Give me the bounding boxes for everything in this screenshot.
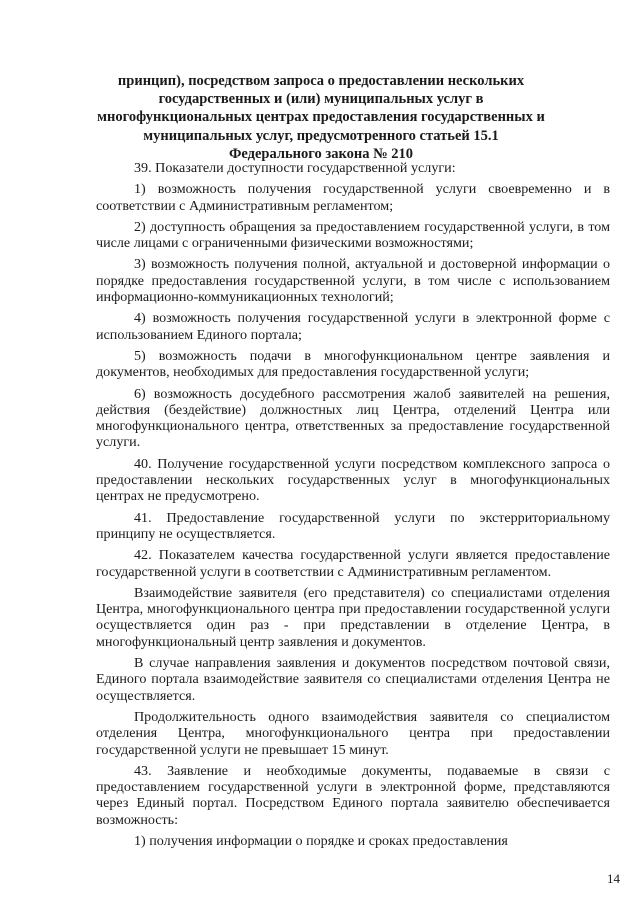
- paragraph-43: 43. Заявление и необходимые документы, подаваемые в связи с предоставлением государственной услуги в электронной форме, представляются через Единый портал. Посредством Единого портала заявителю обеспечивается возможность:: [96, 762, 610, 828]
- paragraph-42-duration: Продолжительность одного взаимодействия заявителя со специалистом отделения Центра, многофункционального центра при предоставлении государственной услуги не превышает 15 минут.: [96, 708, 610, 758]
- paragraph-43-item-1: 1) получения информации о порядке и сроках предоставления: [134, 832, 508, 849]
- paragraph-39-item-3: 3) возможность получения полной, актуальной и достоверной информации о порядке предоставления государственной услуги, в том числе с использованием информационно-коммуникационных технологий;: [96, 256, 610, 306]
- paragraph-41: 41. Предоставление государственной услуги по экстерриториальному принципу не осуществляется.: [96, 509, 610, 542]
- page-number: 14: [607, 871, 620, 886]
- paragraph-40: 40. Получение государственной услуги посредством комплексного запроса о предоставлении нескольких государственных услуг в многофункциональных центрах не предусмотрено.: [96, 455, 610, 505]
- paragraph-39-item-2: 2) доступность обращения за предоставлением государственной услуги, в том числе лицами с ограниченными физическими возможностями;: [96, 218, 610, 252]
- paragraph-39-item-5: 5) возможность подачи в многофункциональном центре заявления и документов, необходимых для предоставления государственной услуги;: [96, 347, 610, 381]
- paragraph-39-item-4: 4) возможность получения государственной услуги в электронной форме с использованием Единого портала;: [96, 310, 610, 343]
- paragraph-42: 42. Показателем качества государственной услуги является предоставление государственной услуги в соответствии с Административным регламентом.: [96, 547, 610, 580]
- paragraph-42-postal: В случае направления заявления и документов посредством почтовой связи, Единого портала взаимодействие заявителя со специалистами отделения Центра не осуществляется.: [96, 655, 610, 704]
- document-body: [96, 160, 610, 854]
- section-heading: принцип), посредством запроса о предоставлении нескольких государственных и (или) муниципальных услуг в многофункциональных центрах предоставления государственных и муниципальных услуг, предусмотренного статьей 15.1 Федерального закона № 210: [97, 73, 545, 162]
- paragraph-39: 39. Показатели доступности государственной услуги:: [134, 160, 456, 176]
- paragraph-39-item-1: 1) возможность получения государственной услуги своевременно и в соответствии с Административным регламентом;: [96, 181, 610, 214]
- paragraph-39-item-6: 6) возможность досудебного рассмотрения жалоб заявителей на решения, действия (бездействие) должностных лиц Центра, отделений Центра или многофункционального центра, ответственных за предоставление государственной услуги.: [96, 385, 610, 451]
- paragraph-42-interaction: Взаимодействие заявителя (его представителя) со специалистами отделения Центра, многофункционального центра при предоставлении государственной услуги осуществляется один раз - при представлении в отделение Центра, в многофункциональный центр заявления и документов.: [96, 584, 610, 650]
